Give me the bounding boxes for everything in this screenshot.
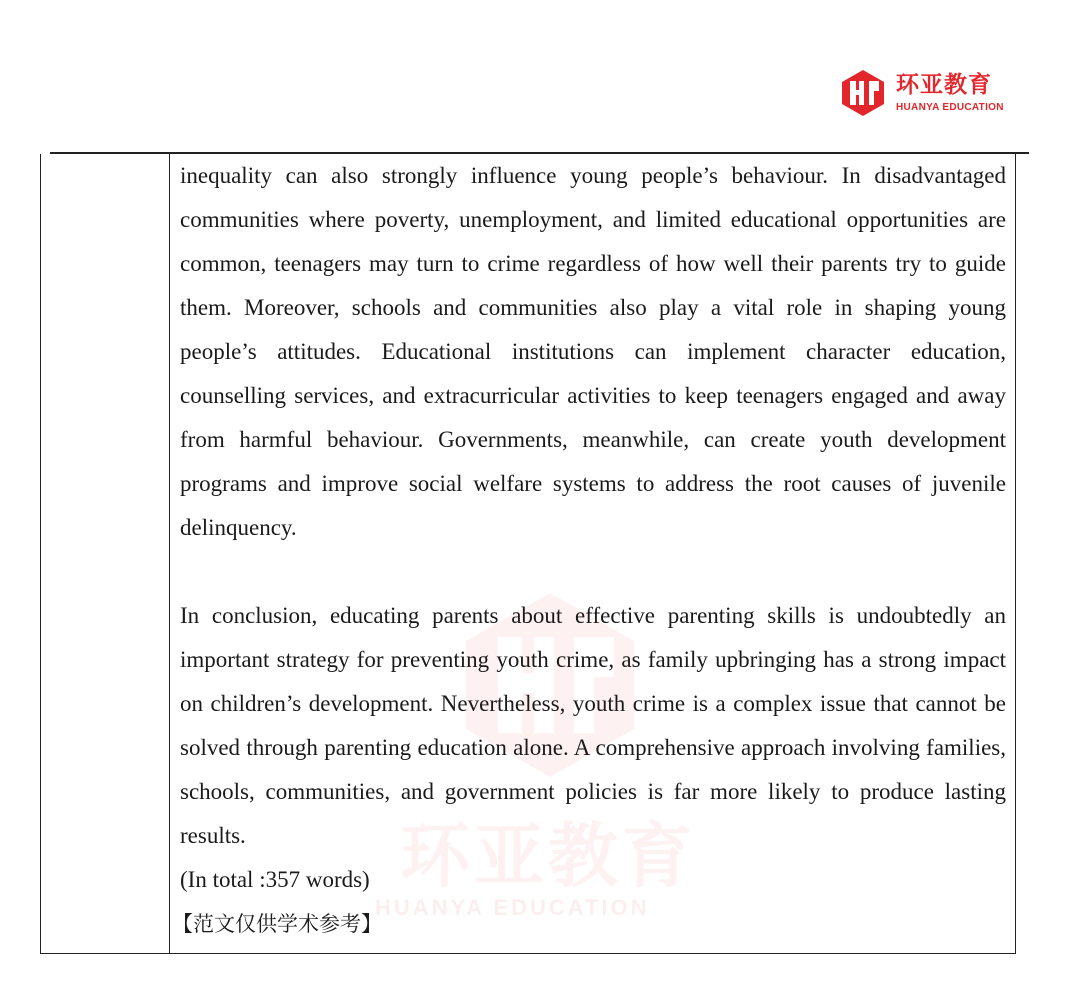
watermark-chinese-text: 环亚教育: [400, 815, 696, 897]
essay-paragraph-body: inequality can also strongly influence young people’s behaviour. In disadvantaged communities where poverty, unemployment, and limited educational opportunities are common, teenagers may turn to crime regardless of how well their parents try to guide them. Moreover, schools and communities also play a vital role in shaping young people’s attitudes. Educational institutions can implement character education, counselling services, and extracurricular activities to keep teenagers engaged and away from harmful behaviour. Governments, meanwhile, can create youth development programs and improve social welfare systems to address the root causes of juvenile delinquency.: [180, 163, 1006, 540]
essay-body: [172, 154, 1006, 946]
paragraph-spacer: [180, 550, 1006, 594]
logo-english-name: HUANYA EDUCATION: [896, 102, 1004, 113]
huanya-hy-logo-icon: [838, 68, 888, 118]
table-column-divider: [169, 154, 170, 953]
word-count: (In total :357 words): [180, 867, 370, 892]
brand-logo: [838, 68, 1004, 118]
logo-chinese-name: 环亚教育: [896, 72, 992, 98]
academic-disclaimer: 【范文仅供学术参考】: [172, 912, 382, 936]
watermark-english-text: HUANYA EDUCATION: [375, 895, 650, 920]
essay-paragraph-conclusion: In conclusion, educating parents about effective parenting skills is undoubtedly an important strategy for preventing youth crime, as family upbringing has a strong impact on children’s development. Nevertheless, youth crime is a complex issue that cannot be solved through parenting education alone. A comprehensive approach involving families, schools, communities, and government policies is far more likely to produce lasting results.: [180, 603, 1006, 848]
